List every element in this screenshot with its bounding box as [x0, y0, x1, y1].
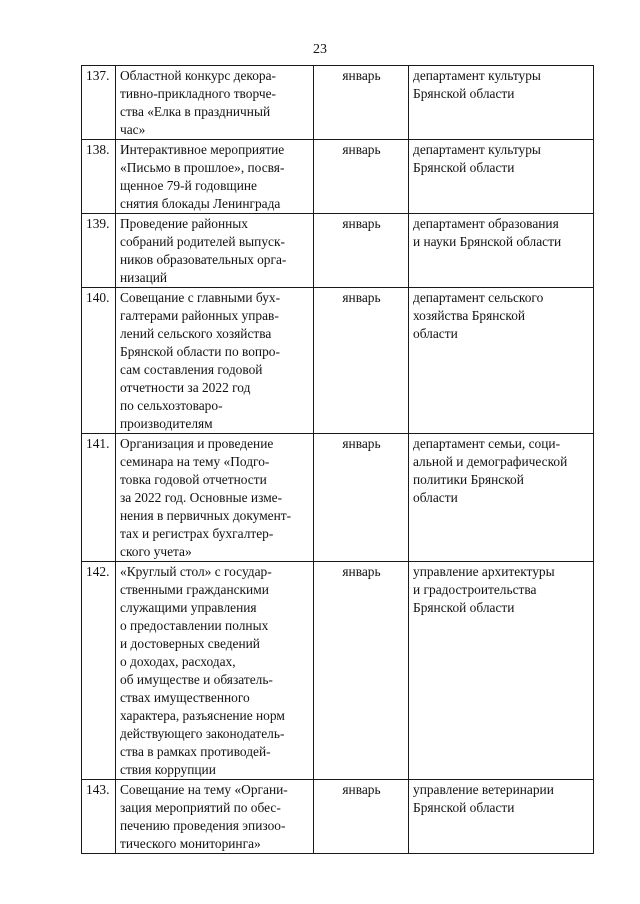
- event-title: [116, 434, 314, 562]
- event-title-line: об имуществе и обязатель-: [120, 672, 273, 687]
- department-line: департамент культуры: [413, 142, 541, 157]
- responsible-department: [409, 780, 594, 854]
- event-title-line: сам составления годовой: [120, 362, 263, 377]
- event-date: январь: [314, 780, 409, 854]
- table-row: [82, 66, 594, 140]
- department-line: департамент образования: [413, 216, 559, 231]
- row-number: 137.: [82, 66, 116, 140]
- event-title-line: ства в рамках противодей-: [120, 744, 271, 759]
- table-row: [82, 434, 594, 562]
- responsible-department: [409, 214, 594, 288]
- responsible-department: [409, 288, 594, 434]
- events-table: [81, 65, 594, 854]
- row-number: 141.: [82, 434, 116, 562]
- responsible-department: [409, 562, 594, 780]
- department-line: области: [413, 326, 458, 341]
- event-title-line: о доходах, расходах,: [120, 654, 236, 669]
- department-line: политики Брянской: [413, 472, 524, 487]
- event-title-line: семинара на тему «Подго-: [120, 454, 270, 469]
- department-line: Брянской области: [413, 86, 515, 101]
- event-title: [116, 780, 314, 854]
- event-title-line: нения в первичных документ-: [120, 508, 292, 523]
- table-row: [82, 562, 594, 780]
- event-title-line: зация мероприятий по обес-: [120, 800, 281, 815]
- event-title-line: по сельхозтоваро-: [120, 398, 223, 413]
- event-title-line: тивно-прикладного творче-: [120, 86, 276, 101]
- table-row: [82, 140, 594, 214]
- department-line: хозяйства Брянской: [413, 308, 526, 323]
- department-line: Брянской области: [413, 160, 515, 175]
- event-date: январь: [314, 434, 409, 562]
- department-line: департамент семьи, соци-: [413, 436, 561, 451]
- row-number: 140.: [82, 288, 116, 434]
- department-line: и науки Брянской области: [413, 234, 562, 249]
- table-row: [82, 288, 594, 434]
- table-row: [82, 780, 594, 854]
- event-title-line: Интерактивное мероприятие: [120, 142, 285, 157]
- event-title-line: товка годовой отчетности: [120, 472, 267, 487]
- event-title-line: «Письмо в прошлое», посвя-: [120, 160, 285, 175]
- event-title-line: Организация и проведение: [120, 436, 274, 451]
- department-line: управление архитектуры: [413, 564, 555, 579]
- department-line: и градостроительства: [413, 582, 537, 597]
- department-line: управление ветеринарии: [413, 782, 554, 797]
- event-date: январь: [314, 140, 409, 214]
- event-title-line: служащими управления: [120, 600, 257, 615]
- event-title: [116, 288, 314, 434]
- event-title: [116, 140, 314, 214]
- event-title-line: действующего законодатель-: [120, 726, 285, 741]
- department-line: департамент сельского: [413, 290, 544, 305]
- department-line: Брянской области: [413, 800, 515, 815]
- event-title-line: характера, разъяснение норм: [120, 708, 285, 723]
- event-date: январь: [314, 214, 409, 288]
- event-title-line: ствия коррупции: [120, 762, 216, 777]
- event-title-line: Совещание с главными бух-: [120, 290, 281, 305]
- event-title-line: тического мониторинга»: [120, 836, 261, 851]
- department-line: департамент культуры: [413, 68, 541, 83]
- event-title-line: Совещание на тему «Органи-: [120, 782, 288, 797]
- event-title-line: низаций: [120, 270, 168, 285]
- row-number: 138.: [82, 140, 116, 214]
- event-title-line: отчетности за 2022 год: [120, 380, 251, 395]
- event-title: [116, 562, 314, 780]
- department-line: области: [413, 490, 458, 505]
- event-title-line: тах и регистрах бухгалтер-: [120, 526, 274, 541]
- event-title: [116, 66, 314, 140]
- page-number: 23: [313, 42, 327, 57]
- event-title-line: снятия блокады Ленинграда: [120, 196, 281, 211]
- event-title-line: ского учета»: [120, 544, 192, 559]
- event-title-line: Проведение районных: [120, 216, 248, 231]
- event-title-line: лений сельского хозяйства: [120, 326, 272, 341]
- department-line: альной и демографической: [413, 454, 568, 469]
- row-number: 143.: [82, 780, 116, 854]
- row-number: 142.: [82, 562, 116, 780]
- event-title-line: час»: [120, 122, 146, 137]
- event-title-line: ства «Елка в праздничный: [120, 104, 271, 119]
- event-date: январь: [314, 562, 409, 780]
- responsible-department: [409, 66, 594, 140]
- event-title-line: ственными гражданскими: [120, 582, 269, 597]
- responsible-department: [409, 140, 594, 214]
- event-title-line: производителям: [120, 416, 213, 431]
- event-title-line: ников образовательных орга-: [120, 252, 287, 267]
- event-title-line: щенное 79-й годовщине: [120, 178, 257, 193]
- event-title: [116, 214, 314, 288]
- event-title-line: «Круглый стол» с государ-: [120, 564, 272, 579]
- responsible-department: [409, 434, 594, 562]
- row-number: 139.: [82, 214, 116, 288]
- event-title-line: галтерами районных управ-: [120, 308, 279, 323]
- department-line: Брянской области: [413, 600, 515, 615]
- event-date: январь: [314, 288, 409, 434]
- event-title-line: Областной конкурс декора-: [120, 68, 277, 83]
- event-title-line: о предоставлении полных: [120, 618, 269, 633]
- event-title-line: собраний родителей выпуск-: [120, 234, 285, 249]
- event-title-line: ствах имущественного: [120, 690, 250, 705]
- event-title-line: и достоверных сведений: [120, 636, 260, 651]
- event-title-line: Брянской области по вопро-: [120, 344, 280, 359]
- event-title-line: печению проведения эпизоо-: [120, 818, 286, 833]
- event-date: январь: [314, 66, 409, 140]
- event-title-line: за 2022 год. Основные изме-: [120, 490, 283, 505]
- table-row: [82, 214, 594, 288]
